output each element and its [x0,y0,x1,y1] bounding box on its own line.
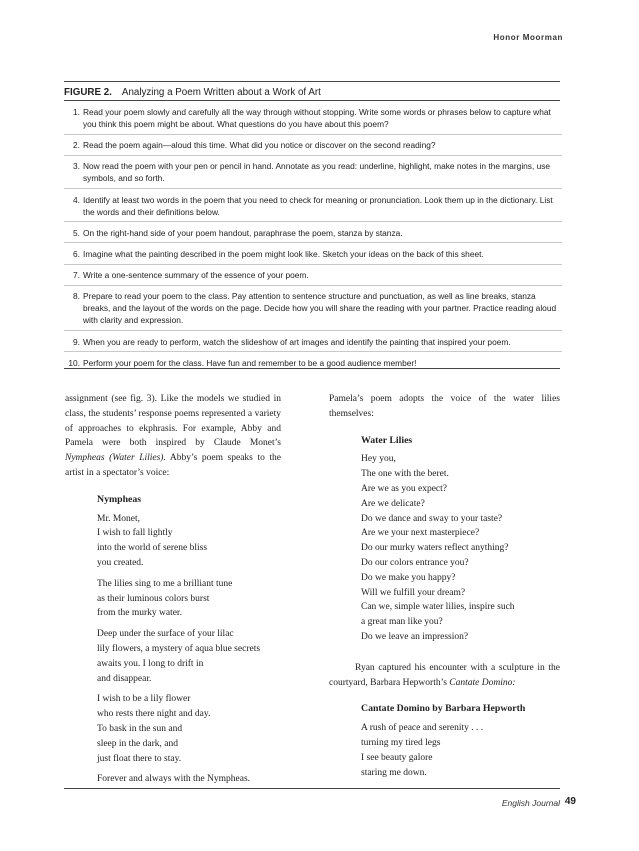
poem-line: Deep under the surface of your lilac [97,629,234,640]
step-number: 4. [73,194,80,205]
poem-line: who rests there night and day. [97,709,211,720]
step-text: When you are ready to perform, watch the slideshow of art images and identify the painting that inspired your poem. [83,336,511,347]
body-paragraph: Pamela’s poem adopts the voice of the water lilies themselves: [329,394,560,419]
artwork-title: Nympheas (Water Lilies). [65,453,166,464]
poem-line: awaits you. I long to drift in [97,658,204,669]
poem-line: Are we delicate? [361,498,425,509]
poem-line: The one with the beret. [361,469,449,480]
step-number: 8. [73,291,80,302]
poem-line: Mr. Monet, [97,513,141,524]
poem-stanza [361,452,560,644]
poem-line: into the world of serene bliss [97,543,208,554]
body-paragraph [65,392,281,481]
figure-bottom-rule [64,368,560,369]
poem-stanza [97,692,281,766]
poem-line: Are we your next masterpiece? [361,528,480,539]
poem-line: Can we, simple water lilies, inspire such [361,602,515,613]
poem-line: I wish to be a lily flower [97,694,191,705]
poem-line: just float there to stay. [97,753,182,764]
poem-nympheas [97,493,281,787]
poem-line: Do we leave an impression? [361,631,469,642]
step-text: Read the poem again—aloud this time. What did you notice or discover on the second reading? [83,140,436,151]
paragraph-text: assignment (see fig. 3). Like the models we studied in class, the students’ response poems represented a variety of approaches to ekphrasis. For example, Abby and Pamela were both inspired by Claude Monet’s [65,394,281,449]
poem-line: The lilies sing to me a brilliant tune [97,578,233,589]
poem-stanza [97,772,281,787]
step-number: 5. [73,227,80,238]
step-number: 3. [73,161,80,172]
figure-title [64,87,321,98]
figure-title-text: Analyzing a Poem Written about a Work of Art [121,87,321,98]
figure-step [64,106,562,135]
figure-step [64,357,562,373]
paragraph-text: Ryan captured his encounter with a sculpture in the courtyard, Barbara Hepworth’s [329,662,560,688]
step-number: 10. [68,357,80,368]
step-number: 6. [73,248,80,259]
figure-step [64,139,562,156]
poem-line: Hey you, [361,454,396,465]
poem-line: as their luminous colors burst [97,593,210,604]
journal-name: English Journal [501,798,560,808]
poem-line: A rush of peace and serenity . . . [361,723,484,734]
right-column [329,392,560,786]
poem-line: Forever and always with the Nympheas. [97,774,251,785]
poem-line: Do our colors entrance you? [361,557,469,568]
poem-line: I see beauty galore [361,752,433,763]
figure-step [64,336,562,353]
step-text: On the right-hand side of your poem handout, paraphrase the poem, stanza by stanza. [83,227,403,238]
figure-label: FIGURE 2. [64,87,112,98]
step-number: 2. [73,140,80,151]
step-number: 9. [73,336,80,347]
poem-cantate-domino [361,702,560,780]
paragraph-text: Abby’s poem speaks to the artist in a spectator’s voice: [65,453,281,478]
step-text: Identify at least two words in the poem that you need to check for meaning or pronunciation. Look them up in the dictionary. List the words and their definitions below. [83,194,553,217]
poem-line: you created. [97,557,144,568]
step-text: Write a one-sentence summary of the essence of your poem. [83,270,309,281]
poem-stanza [361,721,560,780]
artwork-title: Cantate Domino: [449,677,516,688]
poem-line: a great man like you? [361,617,443,628]
poem-line: turning my tired legs [361,737,441,748]
body-paragraph [329,661,560,691]
poem-line: Will we fulfill your dream? [361,587,466,598]
poem-line: I wish to fall lightly [97,528,173,539]
poem-line: staring me down. [361,767,427,778]
step-number: 1. [73,107,80,117]
figure-title-rule [64,100,560,101]
step-text: Imagine what the painting described in the poem might look like. Sketch your ideas on the back of this sheet. [83,248,484,259]
poem-line: sleep in the dark, and [97,738,178,749]
figure-step [64,269,562,286]
footer-rule [64,788,560,789]
step-text: Read your poem slowly and carefully all the way through without stopping. Write some words or phrases below to capture what you think this poem might be about. What questions do you have about this poem? [83,107,551,129]
poem-stanza [97,627,281,686]
step-text: Prepare to read your poem to the class. Pay attention to sentence structure and punctuation, as well as line breaks, stanza breaks, and the layout of the words on the page. Decide how you will share the reading with your partner. Practice reading aloud with clarity and expression. [83,291,557,326]
poem-line: Are we as you expect? [361,483,447,494]
step-text: Perform your poem for the class. Have fun and remember to be a good audience member! [83,357,417,368]
poem-line: To bask in the sun and [97,723,183,734]
poem-line: from the murky water. [97,608,182,619]
poem-line: Do our murky waters reflect anything? [361,543,509,554]
running-header-author: Honor Moorman [493,33,563,42]
step-text: Now read the poem with your pen or pencil in hand. Annotate as you read: underline, highlight, make notes in the margins, use symbols, and so forth. [83,161,551,184]
figure-step [64,290,562,331]
figure-step [64,194,562,223]
figure-step [64,160,562,189]
poem-stanza [97,577,281,621]
poem-title: Nympheas [97,493,142,505]
poem-title: Cantate Domino by Barbara Hepworth [361,703,526,715]
poem-stanza [97,512,281,571]
figure-step [64,227,562,244]
page-number: 49 [564,796,576,807]
poem-title: Water Lilies [361,434,413,446]
poem-water-lilies [361,434,560,645]
figure-top-rule [64,81,560,82]
figure-step [64,248,562,265]
step-number: 7. [73,270,80,281]
poem-line: Do we dance and sway to your taste? [361,513,503,524]
poem-line: and disappear. [97,673,152,684]
left-column [65,392,281,793]
figure-steps-list [64,106,562,377]
poem-line: lily flowers, a mystery of aqua blue secrets [97,643,261,654]
poem-line: Do we make you happy? [361,572,456,583]
